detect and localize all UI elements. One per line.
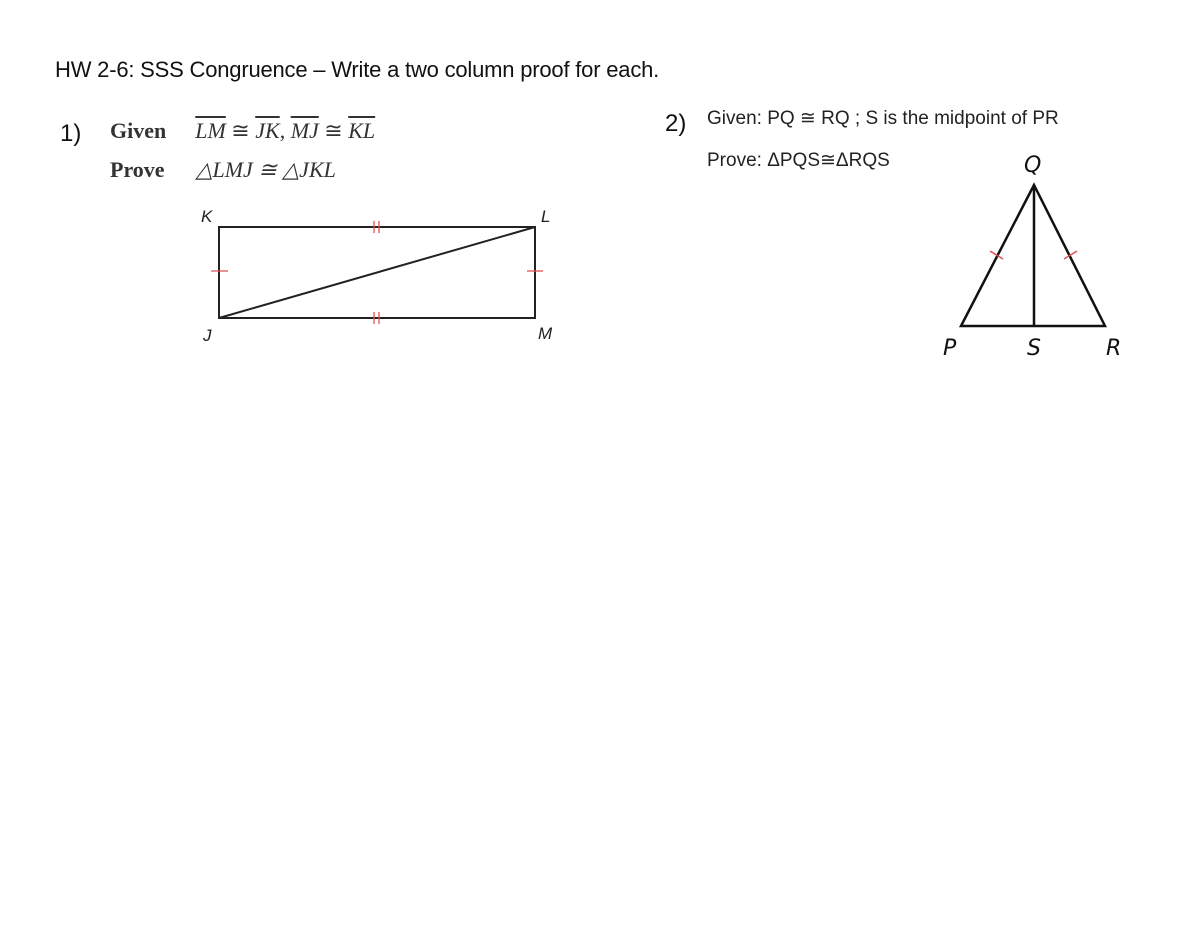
vertex-k: K	[201, 207, 213, 226]
congruent-symbol: ≅	[231, 118, 250, 143]
diagonal-jl	[219, 227, 535, 318]
vertex-l: L	[541, 207, 551, 226]
segment-mj: $\overline{MJ}$	[290, 118, 319, 143]
vertex-q: Q	[1024, 153, 1042, 178]
problem-2-number: 2)	[665, 110, 687, 137]
congruent-symbol: ≅	[324, 118, 343, 143]
vertex-p: P	[943, 336, 957, 361]
separator: ,	[279, 118, 286, 143]
rectangle-diagram	[201, 207, 553, 345]
problem-2-given: Given: PQ ≅ RQ ; S is the midpoint of PR	[707, 108, 1059, 129]
vertex-j: J	[203, 326, 212, 345]
segment-jk: $\overline{JK}$	[255, 118, 280, 143]
prove-label: Prove	[110, 157, 165, 182]
segment-lm: $\overline{LM}$	[195, 118, 226, 143]
triangle-diagram	[943, 153, 1121, 361]
page-title: HW 2-6: SSS Congruence – Write a two column proof for each.	[55, 57, 660, 82]
segment-kl: $\overline{KL}$	[348, 118, 376, 143]
given-label: Given	[110, 118, 167, 143]
vertex-s: S	[1027, 336, 1041, 361]
problem-1-number: 1)	[60, 120, 82, 147]
vertex-m: M	[538, 324, 553, 343]
problem-2-prove: Prove: ΔPQS≅ΔRQS	[707, 150, 890, 171]
vertex-r: R	[1106, 336, 1122, 361]
prove-statement: △LMJ ≅ △JKL	[195, 157, 336, 182]
